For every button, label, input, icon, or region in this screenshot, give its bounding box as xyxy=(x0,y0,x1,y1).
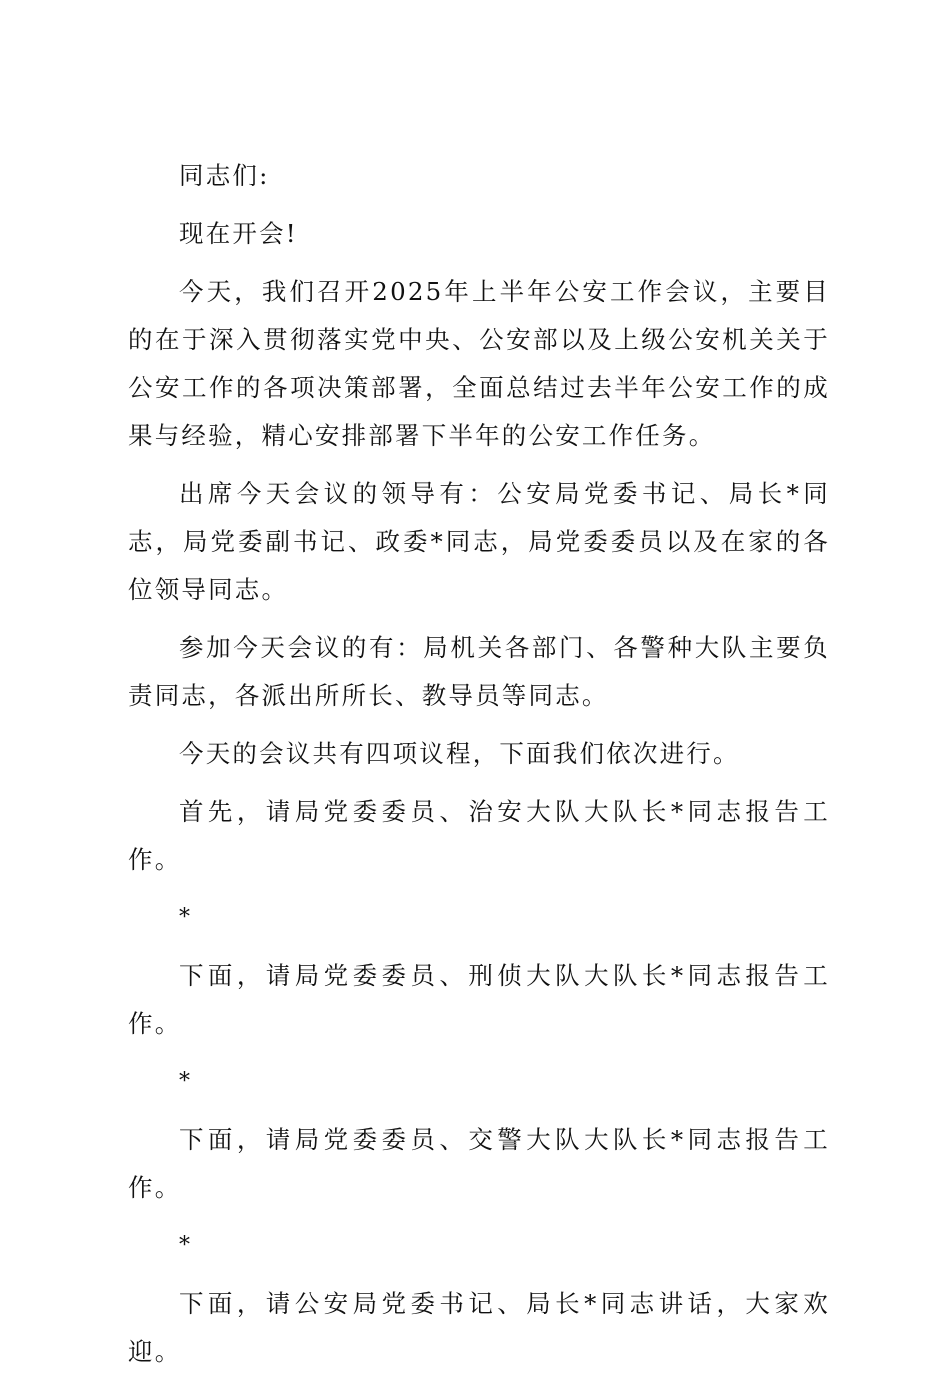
agenda-item-4: 下面，请公安局党委书记、局长*同志讲话，大家欢迎。 xyxy=(128,1289,830,1366)
separator-2: * xyxy=(179,1069,190,1094)
separator-1: * xyxy=(179,905,190,930)
document-body xyxy=(128,152,830,1386)
meeting-purpose-paragraph: 今天，我们召开2025年上半年公安工作会议，主要目的在于深入贯彻落实党中央、公安部以及上级公安机关关于公安工作的各项决策部署，全面总结过去半年公安工作的成果与经验，精心安排部署下半年的公安工作任务。 xyxy=(128,277,830,450)
participants-paragraph: 参加今天会议的有：局机关各部门、各警种大队主要负责同志，各派出所所长、教导员等同志。 xyxy=(128,633,830,710)
agenda-item-3: 下面，请局党委委员、交警大队大队长*同志报告工作。 xyxy=(128,1125,830,1202)
attending-leaders-paragraph: 出席今天会议的领导有：公安局党委书记、局长*同志，局党委副书记、政委*同志，局党委委员以及在家的各位领导同志。 xyxy=(128,479,830,604)
salutation: 同志们: xyxy=(179,161,270,190)
opening-line: 现在开会! xyxy=(179,219,298,248)
agenda-item-2: 下面，请局党委委员、刑侦大队大队长*同志报告工作。 xyxy=(128,961,830,1038)
separator-3: * xyxy=(179,1233,190,1258)
agenda-item-1: 首先，请局党委委员、治安大队大队长*同志报告工作。 xyxy=(128,797,830,874)
agenda-intro: 今天的会议共有四项议程，下面我们依次进行。 xyxy=(179,739,740,768)
